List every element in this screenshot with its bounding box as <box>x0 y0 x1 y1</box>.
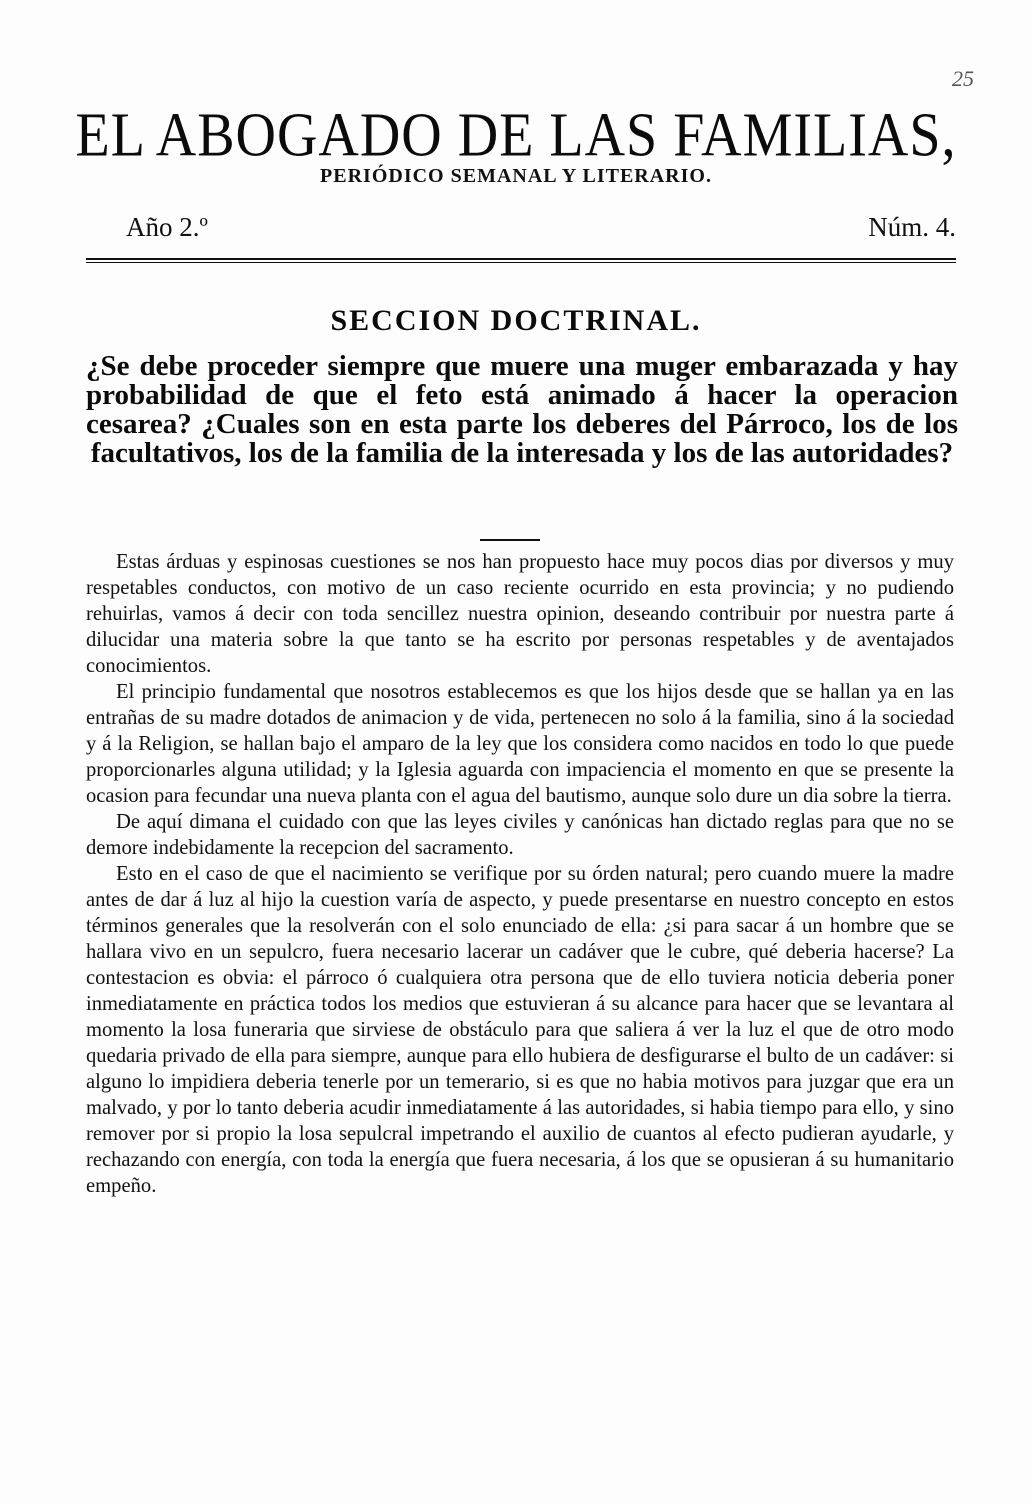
issue-year: Año 2.º <box>126 212 208 242</box>
page-number: 25 <box>952 66 974 91</box>
paragraph: Estas árduas y espinosas cuestiones se nos han propuesto hace muy pocos dias por diversos y muy respetables conductos, con motivo de un caso reciente ocurrido en esta provincia; y no pudiendo rehuirlas, vamos á decir con toda sencillez nuestra opinion, deseando contribuir por nuestra parte á dilucidar una materia sobre la que tanto se ha escrito por personas respetables y de aventajados conocimientos. <box>86 551 954 677</box>
paragraph: De aquí dimana el cuidado con que las leyes civiles y canónicas han dictado reglas para que no se demore indebidamente la recepcion del sacramento. <box>86 811 954 859</box>
paragraph: El principio fundamental que nosotros establecemos es que los hijos desde que se hallan ya en las entrañas de su madre dotados de animacion y de vida, pertenecen no solo á la familia, sino á la sociedad y á la Religion, se hallan bajo el amparo de la ley que los considera como nacidos en todo lo que puede proporcionarles alguna utilidad; y la Iglesia aguarda con impaciencia el momento en que se presente la ocasion para fecundar una nueva planta con el agua del bautismo, aunque solo dure un dia sobre la tierra. <box>86 681 954 807</box>
issue-info <box>126 212 956 252</box>
paragraph: Esto en el caso de que el nacimiento se verifique por su órden natural; pero cuando muere la madre antes de dar á luz al hijo la cuestion varía de aspecto, y puede presentarse en nuestro concepto en estos términos generales que la resolverán con el solo enunciado de ella: ¿si para sacar á un hombre que se hallara vivo en un sepulcro, fuera necesario lacerar un cadáver que le cubre, qué deberia hacerse? La contestacion es obvia: el párroco ó cualquiera otra persona que de ello tuviera noticia deberia poner inmediatamente en práctica todos los medios que estuvieran á su alcance para hacer que se levantara al momento la losa funeraria que sirviese de obstáculo para que saliera á ver la luz el que de otro modo quedaria privado de ella para siempre, aunque para ello hubiera de desfigurarse el bulto de un cadáver: si alguno lo impidiera deberia tenerle por un temerario, si es que no habia motivos para juzgar que era un malvado, y por lo tanto deberia acudir inmediatamente á las autoridades, si habia tiempo para ello, y sino remover por si propio la losa sepulcral impetrando el auxilio de cuantos al efecto pudieran ayudarle, y rechazando con energía, con toda la energía que fuera necesaria, á los que se opusieran á su humanitario empeño. <box>86 863 954 1197</box>
issue-number: Núm. 4. <box>868 212 956 242</box>
question-divider <box>480 539 540 541</box>
masthead-divider <box>86 258 956 263</box>
article-body <box>86 549 954 1199</box>
masthead-title: EL ABOGADO DE LAS FAMILIAS, <box>75 100 957 171</box>
masthead-subtitle: PERIÓDICO SEMANAL Y LITERARIO. <box>320 165 712 187</box>
section-heading: SECCION DOCTRINAL. <box>330 304 702 337</box>
article-question: ¿Se debe proceder siempre que muere una muger embarazada y hay probabilidad de que el feto está animado á hacer la operacion cesarea? ¿Cuales son en esta parte los deberes del Párroco, los de los facultativos, los de la familia de la interesada y los de las autoridades? <box>86 350 958 469</box>
